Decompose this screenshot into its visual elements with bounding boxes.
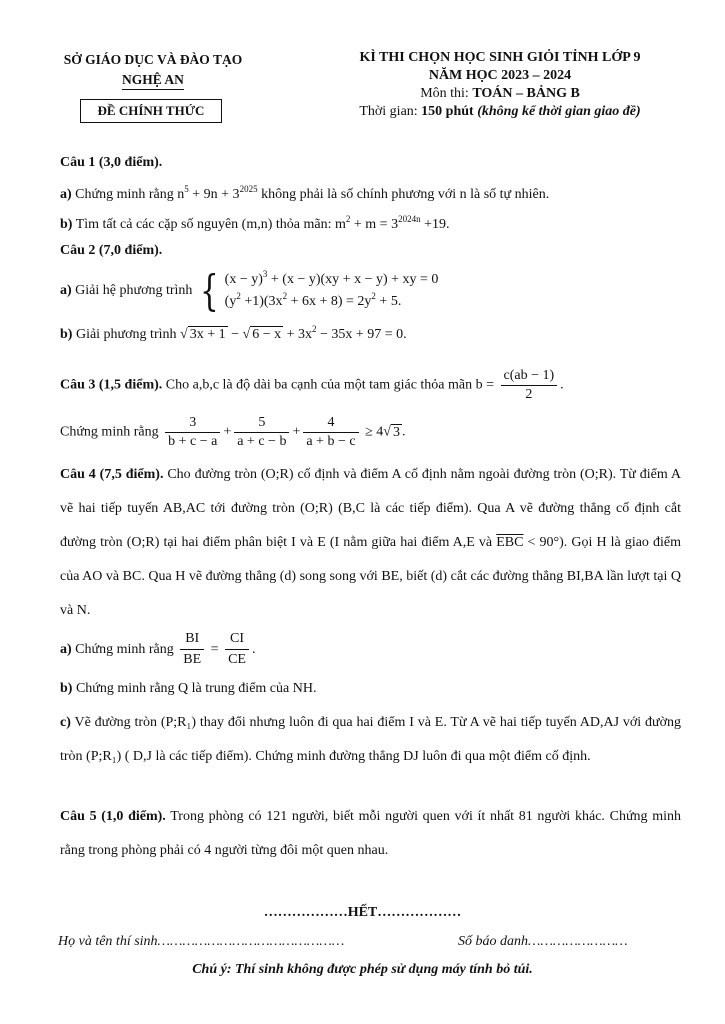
ratio-bi-be: $\frac{BI}{BE}$ (180, 630, 204, 669)
time-note: (không kể thời gian giao đề) (473, 104, 641, 119)
calculator-note: Chú ý: Thí sinh không được phép sử dụng máy tính bỏ túi. (192, 962, 533, 977)
fraction-2: $\frac{5}{a + c - b}$ (234, 415, 289, 450)
candidate-number-field: Số báo danh…………………… (458, 934, 628, 949)
time-value: 150 phút (421, 104, 474, 119)
equation-system (196, 266, 439, 315)
province-name: NGHỆ AN (122, 71, 184, 90)
header-left (48, 50, 258, 90)
question-2 (60, 241, 681, 345)
department-name: SỞ GIÁO DỤC VÀ ĐÀO TẠO (63, 52, 243, 67)
condition-fraction: $\frac{c(ab - 1)}{2}$ (501, 368, 558, 403)
fraction-3: $\frac{4}{a + b - c}$ (303, 415, 358, 450)
question-1b: b) Tìm tất cả các cặp số nguyên (m,n) thỏa mãn: $m^2 + m = 3^{2024n} +19$. (60, 214, 450, 232)
question-2a: a) Giải hệ phương trình { $(x - y)^3 + (x - y)(xy + x - y)$ + xy = 0 $(y^2 +1)(3x^2 + 6x + 8) = 2y^2 + 5$. (60, 266, 439, 315)
fraction-1: $\frac{3}{b + c - a}$ (165, 415, 220, 450)
candidate-name-field: Họ và tên thí sinh……………………………………… (58, 934, 345, 949)
question-1 (60, 153, 681, 235)
question-3-statement: Câu 3 (1,5 điểm). Cho a,b,c là độ dài ba cạnh của một tam giác thỏa mãn b = $\frac{c(ab - 1)}{2}$ . (60, 368, 564, 402)
system-equation-1: $(x - y)^3 + (x - y)(xy + x - y)$ + xy = 0 (224, 269, 439, 287)
question-4 (60, 458, 681, 774)
sqrt-sign: √ (242, 327, 251, 342)
subject: TOÁN – BẢNG B (472, 86, 580, 101)
question-3 (60, 368, 681, 450)
school-year: NĂM HỌC 2023 – 2024 (428, 68, 572, 83)
question-1-title: Câu 1 (3,0 điểm). (60, 155, 163, 170)
question-2-title: Câu 2 (7,0 điểm). (60, 243, 163, 258)
question-4a: a) Chứng minh rằng $\frac{BI}{BE}$ = $\frac{CI}{CE}$ . (60, 631, 256, 668)
brace-icon: { (199, 266, 219, 315)
question-4c: c) Vẽ đường tròn (P;R₁) thay đổi nhưng luôn đi qua hai điểm I và E. Từ A vẽ hai tiếp tuyến AD,AJ với đường tròn (P;R₁) ( D,J là các tiếp điểm). Chứng minh đường thẳng DJ luôn đi qua một điểm cố định. (60, 715, 681, 764)
question-5 (60, 800, 681, 868)
question-1a: a) Chứng minh rằng $n^5 + 9n + 3^{2025}$ không phải là số chính phương với n là số tự nhiên. (60, 184, 550, 202)
time-line: Thời gian: 150 phút (không kể thời gian giao đề) (359, 104, 641, 119)
question-4-statement: Câu 4 (7,5 điểm). Cho đường tròn (O;R) cố định và điểm A cố định nằm ngoài đường tròn (O;R). Từ điểm A vẽ hai tiếp tuyến AB,AC tới đường tròn (O;R) (B,C là các tiếp điểm). Qua A vẽ đường thẳng cố định cắt đường tròn (O;R) tại hai điểm phân biệt I và E (I nằm giữa hai điểm A,E và $\overline{EBC} < 90^\circ$). Gọi H là giao điểm của AO và BC. Qua H vẽ đường thẳng (d) song song với BE, biết (d) cắt các đường thẳng BI,BA lần lượt tại Q và N. (60, 467, 682, 618)
question-2b: b) Giải phương trình √ 3x + 1 − √ $6 - x + 3x^2 - 35x + 97 = 0$. (60, 324, 407, 342)
question-4b: b) Chứng minh rằng Q là trung điểm của NH. (60, 681, 317, 696)
ratio-ci-ce: $\frac{CI}{CE}$ (225, 630, 249, 669)
subject-line: Môn thi: TOÁN – BẢNG B (420, 86, 580, 101)
question-3-inequality: Chứng minh rằng $\frac{3}{b + c - a}$ + $\frac{5}{a + c - b}$ + $\frac{4}{a + b - c}$ ≥ 4√ 3 . (60, 415, 406, 449)
end-marker: ………………HẾT……………… (263, 905, 462, 920)
sqrt-sign: √ (383, 424, 391, 440)
header-right (330, 49, 670, 121)
official-stamp: ĐỀ CHÍNH THỨC (80, 99, 222, 123)
system-equation-2: $(y^2 +1)(3x^2 + 6x + 8) = 2y^2 + 5$. (224, 291, 402, 309)
arc-ebc: $\overline{EBC}$ (496, 535, 524, 550)
question-5-statement: Câu 5 (1,0 điểm). Trong phòng có 121 người, biết mỗi người quen với ít nhất 81 người khác. Chứng minh rằng trong phòng phải có 4 người từng đôi một quen nhau. (60, 809, 681, 858)
sqrt-sign: √ (180, 327, 188, 342)
exam-title: KÌ THI CHỌN HỌC SINH GIỎI TỈNH LỚP 9 (359, 50, 641, 65)
